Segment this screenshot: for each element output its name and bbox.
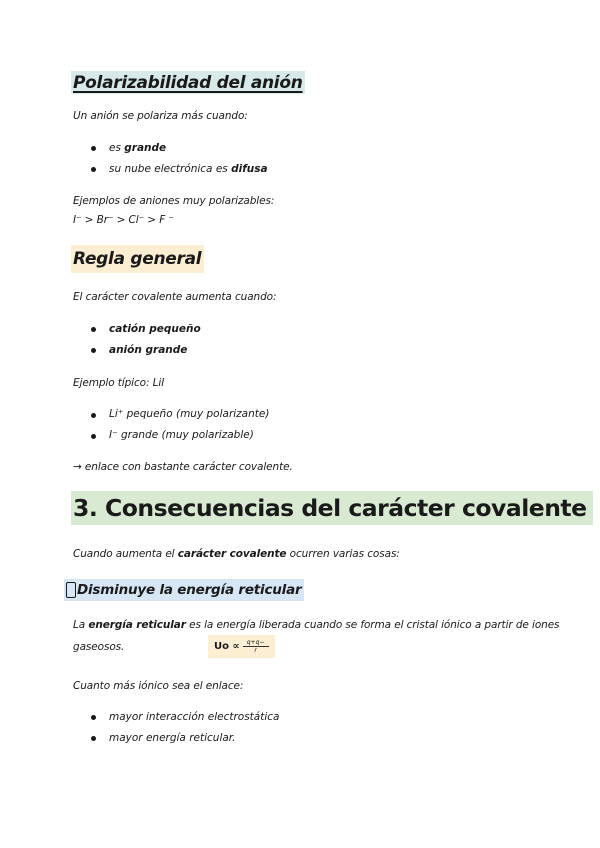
bullet-dot xyxy=(91,413,96,418)
polar-bullet-1-text: es xyxy=(109,142,125,154)
formula-denominator: r xyxy=(254,647,257,654)
polar-bullet-2-text: su nube electrónica es xyxy=(109,163,232,175)
rule-bullet-1: catión pequeño xyxy=(109,323,201,335)
rule-example-bullet-1: Li⁺ pequeño (muy polarizante) xyxy=(109,408,270,420)
definition-line-1 xyxy=(73,619,559,631)
formula-lhs: Uo ∝ xyxy=(214,641,240,652)
rule-intro: El carácter covalente aumenta cuando: xyxy=(73,291,277,303)
bullet-dot xyxy=(91,327,96,332)
bullet-dot xyxy=(91,736,96,741)
polar-bullet-1 xyxy=(109,142,166,154)
polar-bullet-2-bold: difusa xyxy=(231,163,268,175)
definition-pre: La xyxy=(73,619,89,631)
ionic-bullet-2: mayor energía reticular. xyxy=(109,732,236,744)
subheading-energia-reticular xyxy=(64,579,304,601)
checkbox-icon xyxy=(66,582,76,598)
ionic-label: Cuanto más iónico sea el enlace: xyxy=(73,680,244,692)
bullet-dot xyxy=(91,167,96,172)
consequences-intro xyxy=(73,548,400,560)
definition-bold: energía reticular xyxy=(88,619,186,631)
bullet-dot xyxy=(91,715,96,720)
subheading-text: Disminuye la energía reticular xyxy=(77,582,302,598)
rule-bullet-2: anión grande xyxy=(109,344,188,356)
heading-regla-general: Regla general xyxy=(71,245,204,273)
consequences-intro-pre: Cuando aumenta el xyxy=(73,548,178,560)
bullet-dot xyxy=(91,146,96,151)
bullet-dot xyxy=(91,348,96,353)
formula-numerator: q+q− xyxy=(246,639,265,646)
rule-conclusion: → enlace con bastante carácter covalente. xyxy=(73,461,293,473)
formula-box xyxy=(208,635,275,658)
ionic-bullet-1: mayor interacción electrostática xyxy=(109,711,280,723)
definition-line-2: gaseosos. xyxy=(73,641,125,653)
polar-bullet-1-bold: grande xyxy=(124,142,167,154)
polar-examples-value: I⁻ > Br⁻ > Cl⁻ > F ⁻ xyxy=(73,214,174,226)
formula-fraction xyxy=(243,639,269,654)
heading-polarizabilidad: Polarizabilidad del anión xyxy=(73,73,303,93)
definition-post: es la energía liberada cuando se forma el cristal iónico a partir de iones xyxy=(185,619,560,631)
polar-bullet-2 xyxy=(109,163,268,175)
heading-consecuencias: 3. Consecuencias del carácter covalente xyxy=(71,491,593,525)
polar-intro: Un anión se polariza más cuando: xyxy=(73,110,248,122)
rule-example-label: Ejemplo típico: LiI xyxy=(73,377,165,389)
polar-examples-label: Ejemplos de aniones muy polarizables: xyxy=(73,195,275,207)
bullet-dot xyxy=(91,434,96,439)
consequences-intro-post: ocurren varias cosas: xyxy=(286,548,400,560)
rule-example-bullet-2: I⁻ grande (muy polarizable) xyxy=(109,429,254,441)
consequences-intro-bold: carácter covalente xyxy=(177,548,287,560)
